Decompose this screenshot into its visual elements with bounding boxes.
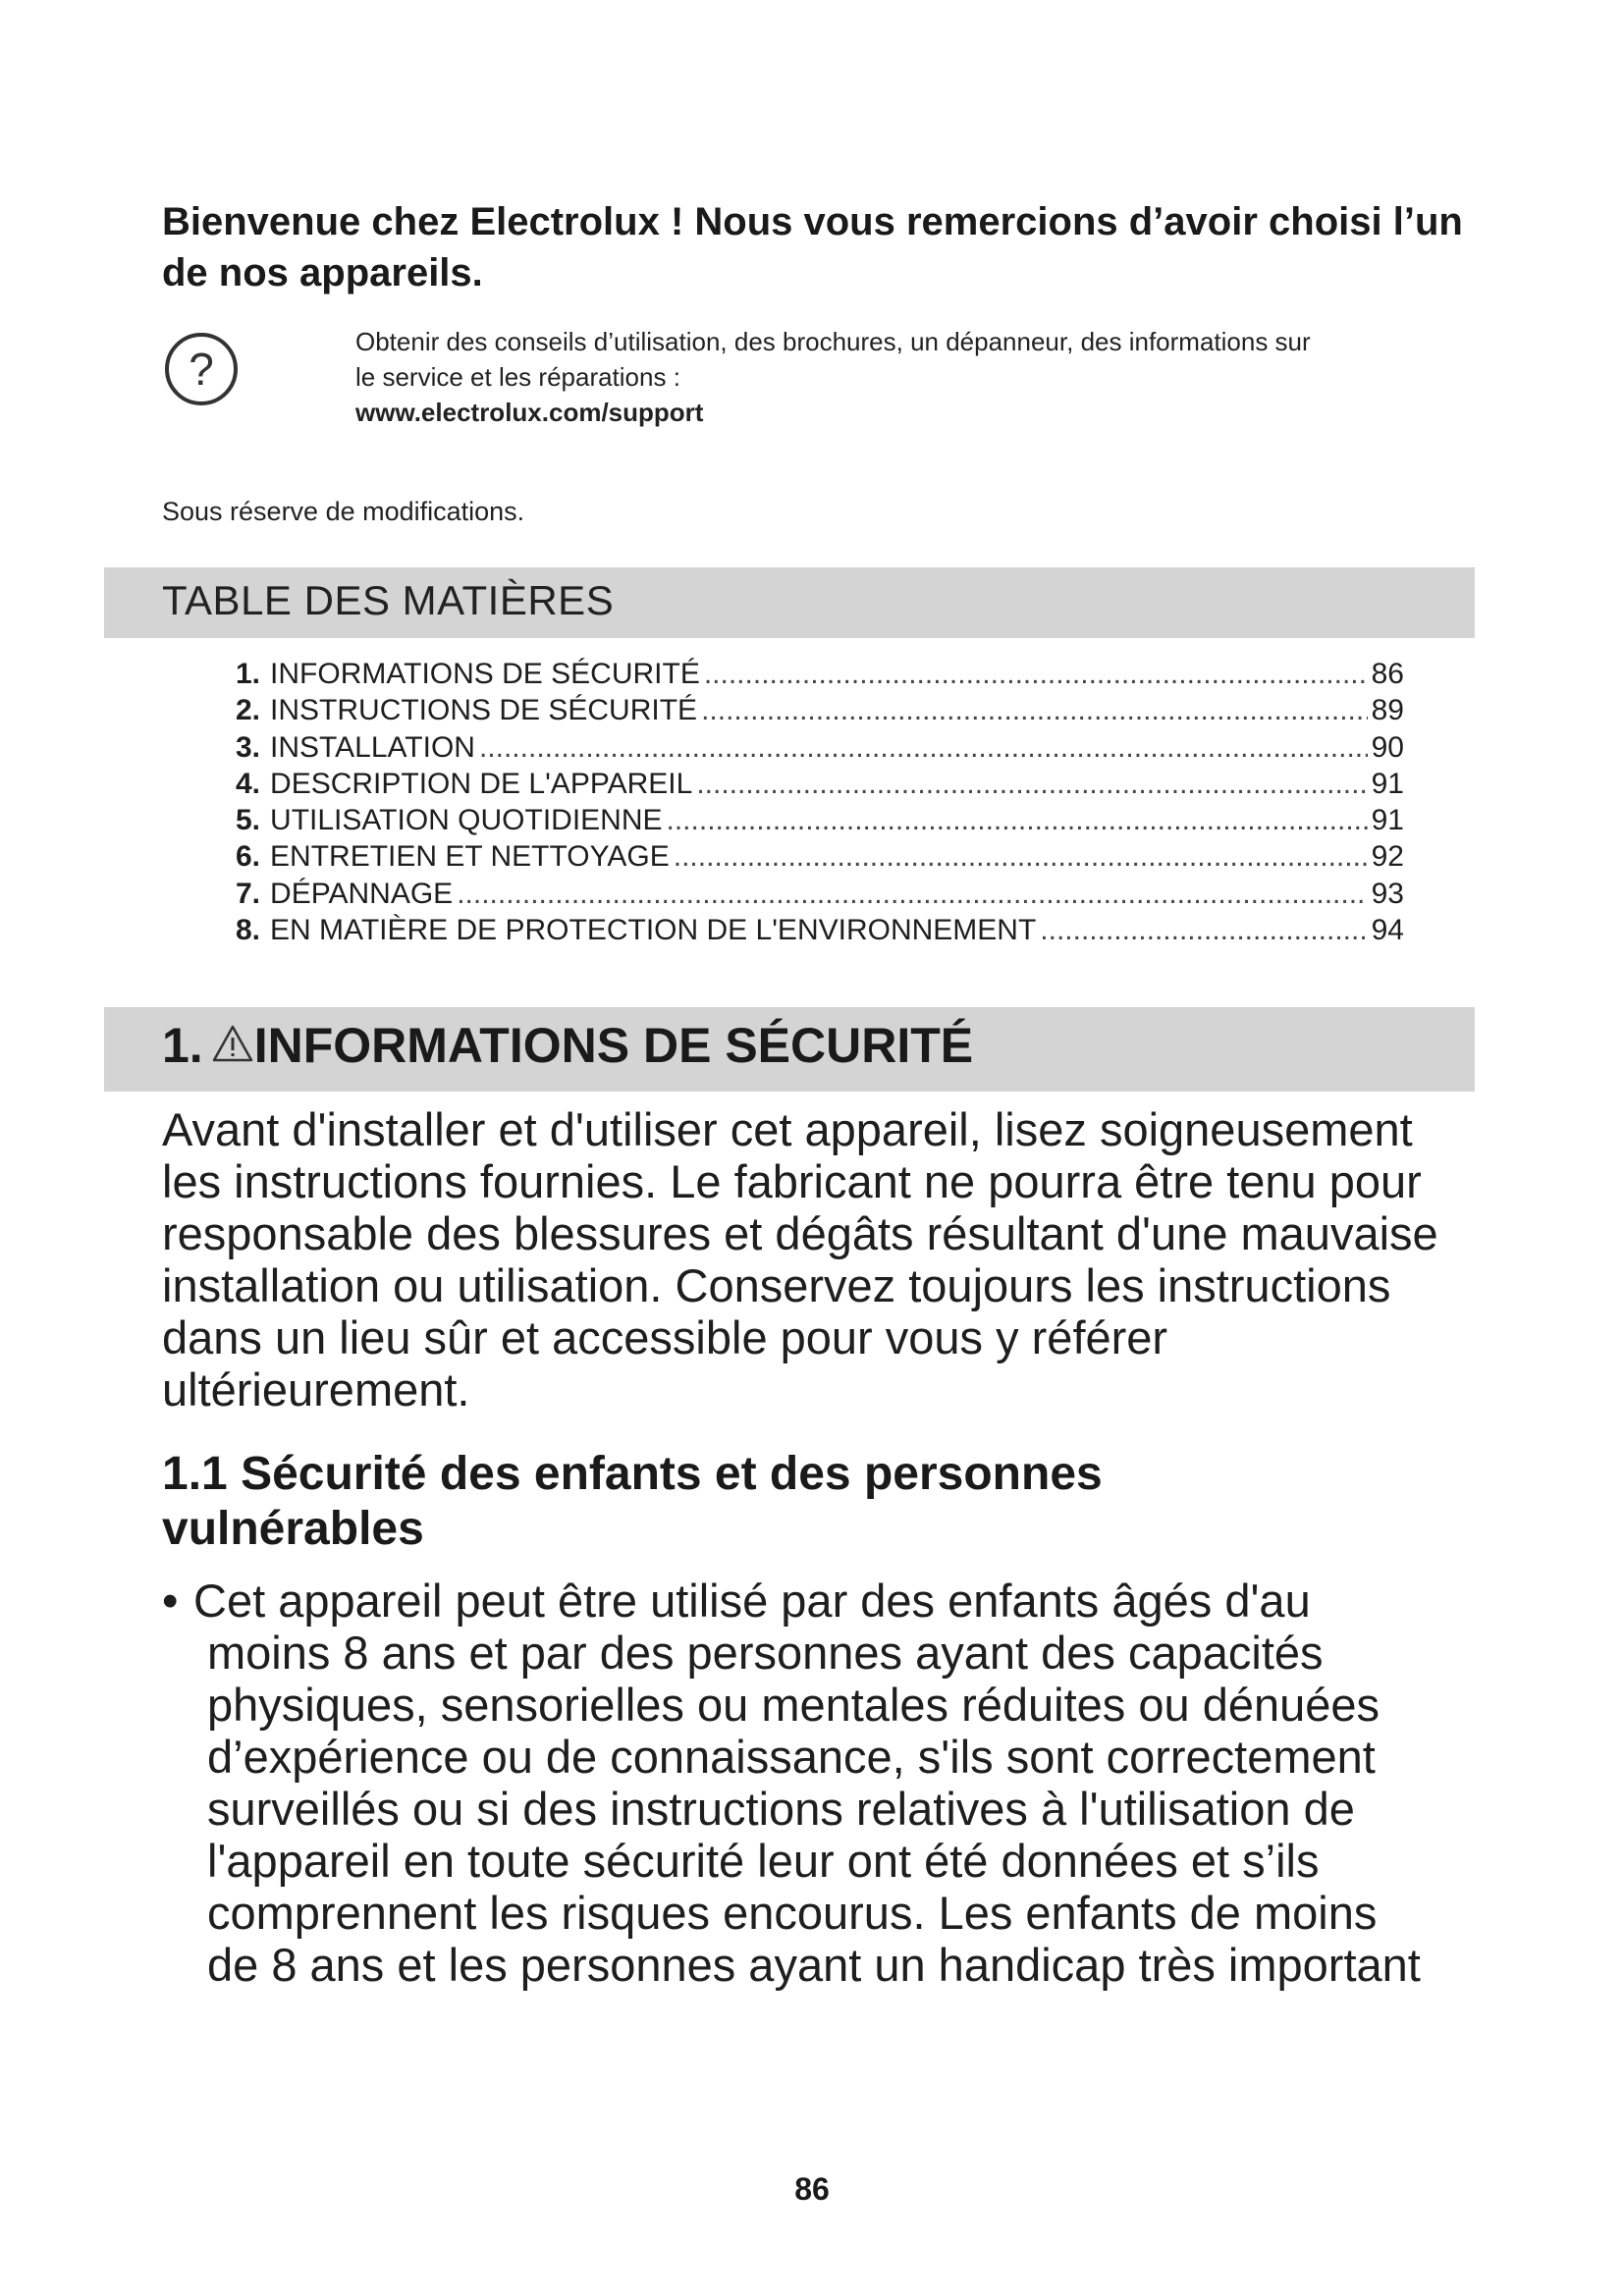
bullet-line: comprennent les risques encourus. Les enfants de moins (207, 1887, 1378, 1939)
bullet-first-line: Cet appareil peut être utilisé par des enfants âgés d'au (193, 1575, 1311, 1627)
toc-item-label: INSTRUCTIONS DE SÉCURITÉ (270, 694, 698, 727)
toc-item-label: DESCRIPTION DE L'APPAREIL (270, 767, 693, 800)
toc-item-page: 94 (1371, 914, 1404, 947)
toc-item-page: 93 (1371, 877, 1404, 910)
welcome-heading: Bienvenue chez Electrolux ! Nous vous remercions d’avoir choisi l’un de nos appareils. (162, 200, 1463, 294)
toc-item[interactable] (236, 729, 1404, 766)
svg-text:?: ? (189, 344, 214, 395)
toc-item-number: 3. (236, 730, 261, 764)
toc-item-number: 1. (236, 658, 261, 690)
support-info-line2: le service et les réparations : (355, 362, 680, 392)
question-circle-icon (162, 330, 241, 408)
bullet-icon: • (162, 1575, 179, 1627)
toc-item-number: 7. (236, 877, 261, 910)
subsection-heading (162, 1447, 1478, 1557)
toc-item-number: 8. (236, 914, 261, 947)
warning-triangle-icon (211, 1024, 254, 1063)
bullet-line: l'appareil en toute sécurité leur ont été données et s’ils (207, 1835, 1320, 1887)
toc-leader-dots (667, 802, 1368, 838)
toc-leader-dots (1040, 912, 1367, 948)
toc-item-page: 86 (1371, 658, 1404, 690)
toc-item-number: 2. (236, 694, 261, 727)
support-link[interactable]: www.electrolux.com/support (355, 398, 704, 427)
support-info (355, 324, 1485, 430)
support-info-line1: Obtenir des conseils d’utilisation, des brochures, un dépanneur, des informations sur (355, 327, 1311, 356)
toc-item[interactable] (236, 692, 1404, 728)
bullet-line: de 8 ans et les personnes ayant un handicap très important (207, 1939, 1421, 1991)
toc-item-page: 89 (1371, 694, 1404, 727)
toc-item[interactable] (236, 656, 1404, 692)
toc-leader-dots (701, 692, 1368, 728)
toc-leader-dots (674, 838, 1368, 875)
toc-item-label: DÉPANNAGE (270, 877, 454, 910)
toc-item-label: ENTRETIEN ET NETTOYAGE (270, 840, 670, 874)
section-intro-paragraph: Avant d'installer et d'utiliser cet appareil, lisez soigneusement les instructions fournies. Le fabricant ne pourra être tenu pour responsable des blessures et dégâts résultant d'une mauvaise installation ou utilisation. Conservez toujours les instructions dans un lieu sûr et accessible pour vous y référer ultérieurement. (162, 1103, 1438, 1415)
toc-item[interactable] (236, 766, 1404, 802)
toc-item-page: 90 (1371, 730, 1404, 764)
toc-leader-dots (479, 729, 1368, 766)
toc-item-page: 91 (1371, 804, 1404, 837)
section-number: 1. (162, 1018, 203, 1073)
toc-item[interactable] (236, 876, 1404, 912)
toc-leader-dots (457, 876, 1367, 912)
bullet-list-item (162, 1575, 1483, 1991)
bullet-line: surveillés ou si des instructions relatives à l'utilisation de (207, 1783, 1355, 1835)
bullet-line: moins 8 ans et par des personnes ayant des capacités (207, 1627, 1324, 1679)
toc-item-label: UTILISATION QUOTIDIENNE (270, 804, 663, 837)
modification-notice: Sous réserve de modifications. (162, 497, 525, 526)
bullet-line: d’expérience ou de connaissance, s'ils sont correctement (207, 1731, 1376, 1783)
subsection-heading-line1: 1.1 Sécurité des enfants et des personnes (162, 1448, 1103, 1500)
toc-item-label: INSTALLATION (270, 730, 475, 764)
toc-item-label: INFORMATIONS DE SÉCURITÉ (270, 658, 700, 690)
section-title (162, 1017, 973, 1074)
section-title-text: INFORMATIONS DE SÉCURITÉ (253, 1018, 974, 1073)
table-of-contents (236, 656, 1404, 948)
toc-title: TABLE DES MATIÈRES (162, 577, 615, 623)
toc-item[interactable] (236, 912, 1404, 948)
toc-item-number: 6. (236, 840, 261, 874)
subsection-heading-line2: vulnérables (162, 1503, 424, 1555)
toc-leader-dots (704, 656, 1368, 692)
toc-item-number: 4. (236, 767, 261, 800)
bullet-line: physiques, sensorielles ou mentales réduites ou dénuées (207, 1679, 1380, 1731)
toc-item[interactable] (236, 802, 1404, 838)
toc-item-page: 91 (1371, 767, 1404, 800)
page-number: 86 (794, 2171, 830, 2207)
toc-item-label: EN MATIÈRE DE PROTECTION DE L'ENVIRONNEMENT (270, 914, 1037, 947)
toc-item-page: 92 (1371, 840, 1404, 874)
toc-item[interactable] (236, 838, 1404, 875)
toc-item-number: 5. (236, 804, 261, 837)
toc-leader-dots (696, 766, 1367, 802)
